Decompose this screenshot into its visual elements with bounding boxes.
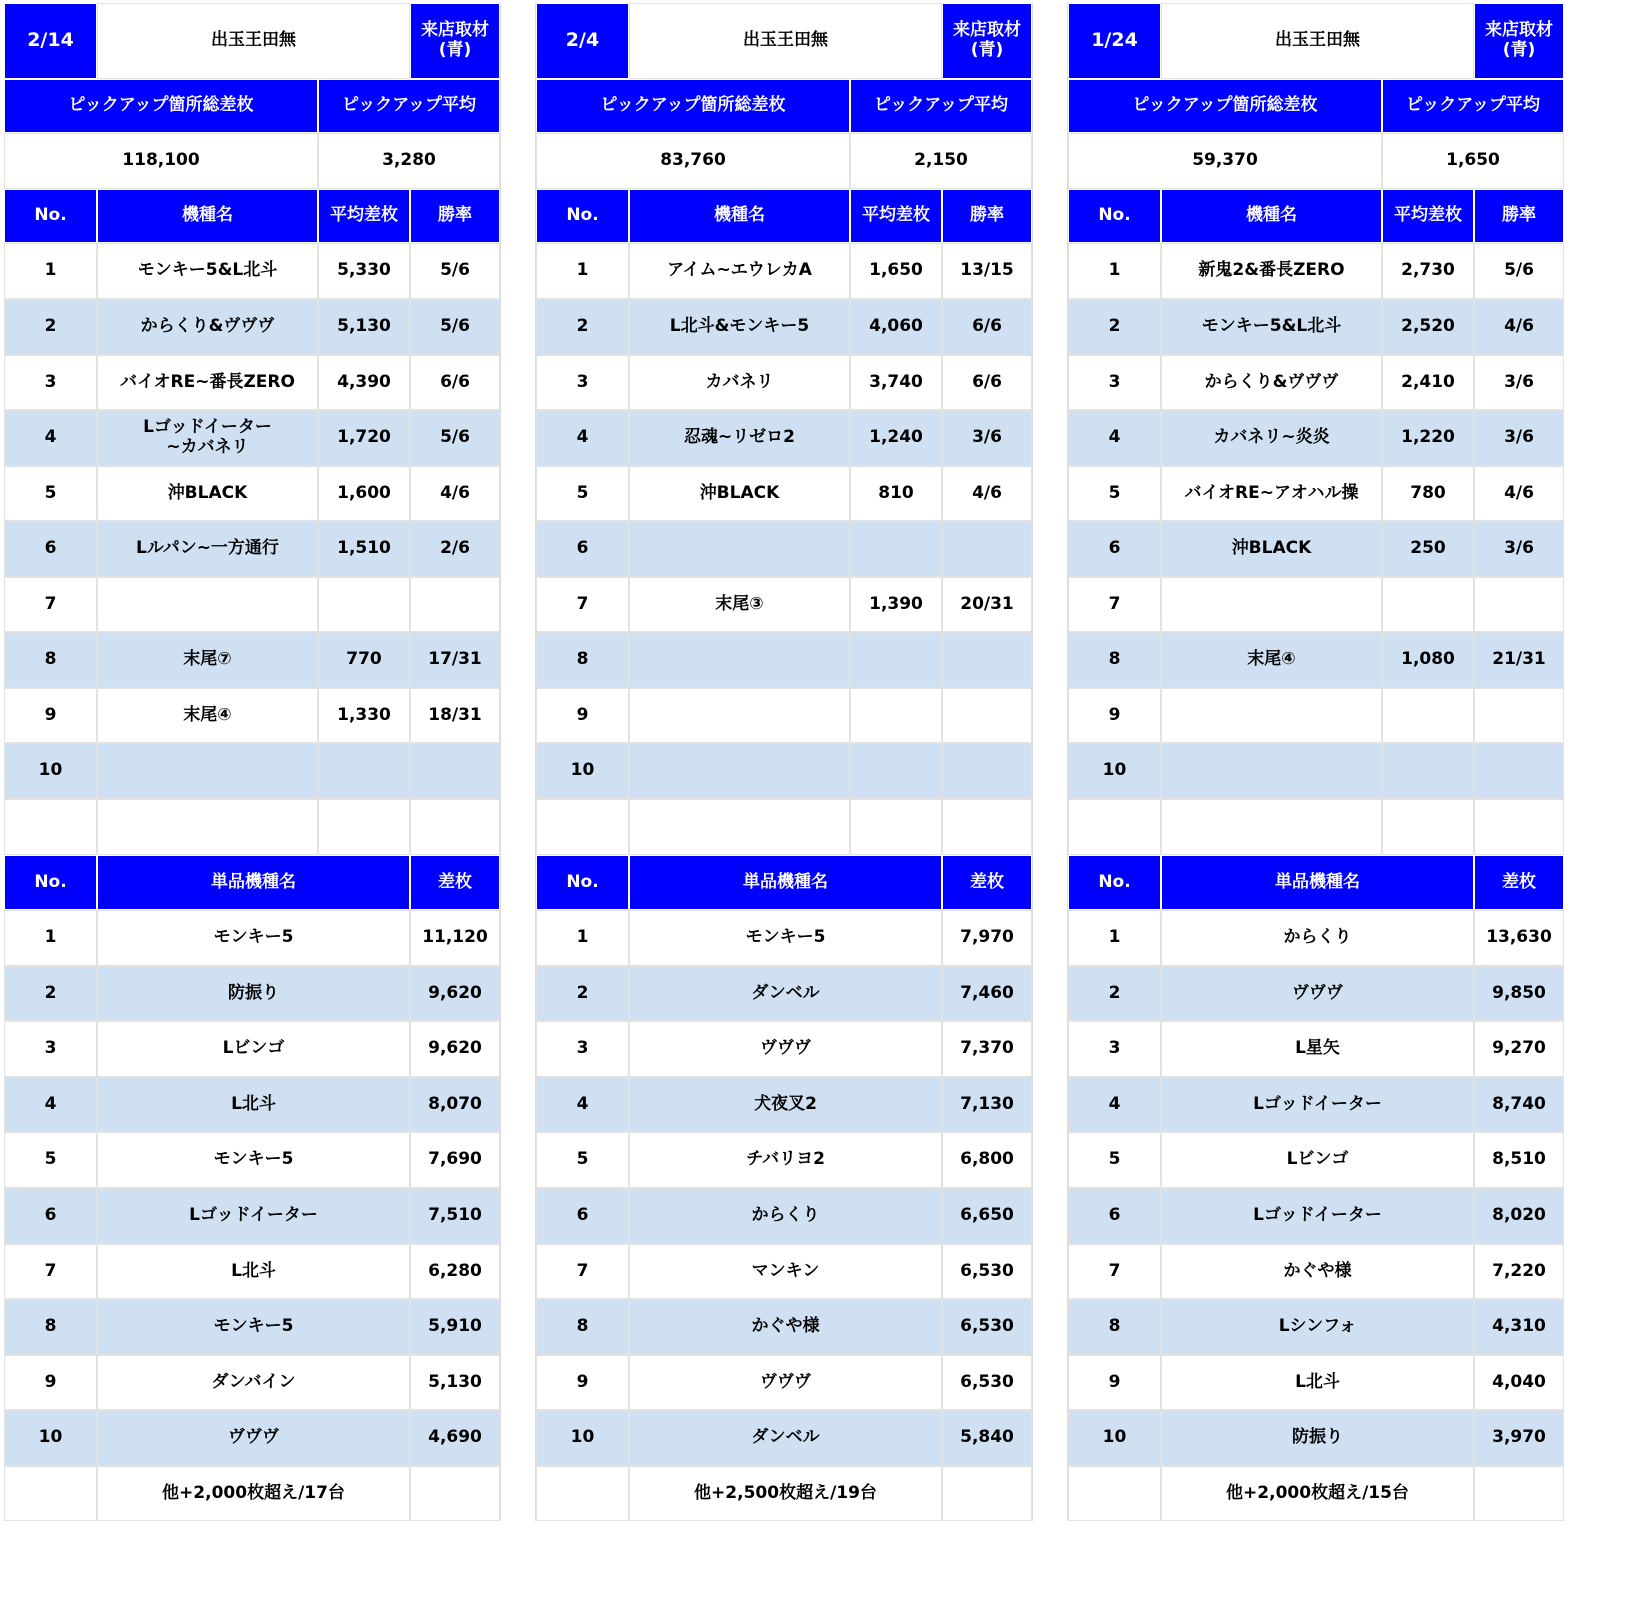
single-row-model: 犬夜叉2 xyxy=(629,1077,942,1132)
col-single-model-header: 単品機種名 xyxy=(629,855,942,910)
single-row-no: 7 xyxy=(536,1244,629,1299)
pickup-row-avg-diff xyxy=(318,577,410,632)
single-row-diff: 7,510 xyxy=(410,1188,500,1244)
pickup-total-header: ピックアップ箇所総差枚 xyxy=(1068,79,1382,133)
single-row-no: 2 xyxy=(4,966,97,1021)
single-row-no: 1 xyxy=(536,910,629,966)
pickup-row-avg-diff xyxy=(850,521,942,577)
pickup-row-win-rate: 4/6 xyxy=(942,466,1032,521)
single-row-model: ヴヴヴ xyxy=(1161,966,1474,1021)
pickup-row-win-rate xyxy=(410,743,500,799)
pickup-row-model: カバネリ xyxy=(629,355,850,410)
col-model-header: 機種名 xyxy=(97,189,318,243)
single-row-diff: 13,630 xyxy=(1474,910,1564,966)
col-win-rate-header: 勝率 xyxy=(1474,189,1564,243)
pickup-row-model: モンキー5&L北斗 xyxy=(97,243,318,299)
pickup-row-no: 8 xyxy=(4,632,97,688)
pickup-row-model: 沖BLACK xyxy=(629,466,850,521)
single-row-no: 3 xyxy=(1068,1021,1161,1077)
col-no-header: No. xyxy=(4,855,97,910)
single-row-diff: 8,020 xyxy=(1474,1188,1564,1244)
pickup-row-model: L北斗&モンキー5 xyxy=(629,299,850,355)
pickup-row-avg-diff: 1,720 xyxy=(318,410,410,466)
col-avg-diff-header: 平均差枚 xyxy=(850,189,942,243)
single-row-diff: 6,800 xyxy=(942,1132,1032,1188)
single-row-no: 6 xyxy=(4,1188,97,1244)
pickup-row-win-rate: 6/6 xyxy=(942,355,1032,410)
pickup-row-model: バイオRE~アオハル操 xyxy=(1161,466,1382,521)
pickup-row-win-rate: 17/31 xyxy=(410,632,500,688)
pickup-row-no: 2 xyxy=(536,299,629,355)
panel-separator xyxy=(500,3,536,1521)
single-row-model: ダンバイン xyxy=(97,1355,410,1410)
pickup-row-model: Lルパン~一方通行 xyxy=(97,521,318,577)
single-row-diff: 4,690 xyxy=(410,1410,500,1466)
single-row-model: マンキン xyxy=(629,1244,942,1299)
pickup-row-no: 9 xyxy=(4,688,97,743)
pickup-row-model xyxy=(97,743,318,799)
pickup-row-no: 7 xyxy=(1068,577,1161,632)
footer-empty-cell xyxy=(4,1466,97,1521)
pickup-row-avg-diff: 4,390 xyxy=(318,355,410,410)
single-row-diff: 4,040 xyxy=(1474,1355,1564,1410)
pickup-row-model xyxy=(1161,577,1382,632)
single-row-no: 8 xyxy=(1068,1299,1161,1355)
pickup-row-no: 7 xyxy=(4,577,97,632)
pickup-row-win-rate: 21/31 xyxy=(1474,632,1564,688)
pickup-row-no: 8 xyxy=(1068,632,1161,688)
single-row-model: Lビンゴ xyxy=(97,1021,410,1077)
single-row-no: 6 xyxy=(536,1188,629,1244)
single-row-model: ダンベル xyxy=(629,1410,942,1466)
pickup-row-model xyxy=(629,521,850,577)
pickup-row-win-rate: 6/6 xyxy=(942,299,1032,355)
single-row-model: L北斗 xyxy=(97,1077,410,1132)
col-avg-diff-header: 平均差枚 xyxy=(318,189,410,243)
store-name: 出玉王田無 xyxy=(1161,3,1474,79)
pickup-row-avg-diff: 1,390 xyxy=(850,577,942,632)
pickup-row-avg-diff xyxy=(1382,688,1474,743)
pickup-row-avg-diff: 770 xyxy=(318,632,410,688)
pickup-row-avg-diff: 2,730 xyxy=(1382,243,1474,299)
single-row-no: 10 xyxy=(536,1410,629,1466)
single-row-model: ヴヴヴ xyxy=(629,1355,942,1410)
pickup-row-no: 6 xyxy=(536,521,629,577)
single-row-no: 5 xyxy=(536,1132,629,1188)
single-row-model: モンキー5 xyxy=(97,1299,410,1355)
single-row-model: Lゴッドイーター xyxy=(97,1188,410,1244)
single-row-diff: 7,690 xyxy=(410,1132,500,1188)
single-row-diff: 9,850 xyxy=(1474,966,1564,1021)
single-row-model: L星矢 xyxy=(1161,1021,1474,1077)
coverage-badge: 来店取材 (青) xyxy=(1474,3,1564,79)
pickup-row-model: バイオRE~番長ZERO xyxy=(97,355,318,410)
col-diff-header: 差枚 xyxy=(410,855,500,910)
panel-separator xyxy=(1032,3,1068,1521)
single-row-diff: 8,070 xyxy=(410,1077,500,1132)
single-row-no: 10 xyxy=(1068,1410,1161,1466)
single-row-no: 1 xyxy=(1068,910,1161,966)
pickup-row-no: 9 xyxy=(536,688,629,743)
date-label: 2/4 xyxy=(536,3,629,79)
pickup-row-no: 3 xyxy=(1068,355,1161,410)
single-row-model: かぐや様 xyxy=(1161,1244,1474,1299)
single-row-diff: 6,530 xyxy=(942,1244,1032,1299)
col-diff-header: 差枚 xyxy=(1474,855,1564,910)
pickup-row-avg-diff: 5,130 xyxy=(318,299,410,355)
pickup-average-value: 3,280 xyxy=(318,133,500,189)
pickup-row-avg-diff: 5,330 xyxy=(318,243,410,299)
pickup-row-no: 4 xyxy=(4,410,97,466)
pickup-row-model: からくり&ヴヴヴ xyxy=(1161,355,1382,410)
single-row-diff: 9,270 xyxy=(1474,1021,1564,1077)
single-row-no: 4 xyxy=(536,1077,629,1132)
pickup-row-model: Lゴッドイーター ~カバネリ xyxy=(97,410,318,466)
pickup-row-avg-diff xyxy=(1382,743,1474,799)
single-row-no: 9 xyxy=(1068,1355,1161,1410)
single-row-model: 防振り xyxy=(97,966,410,1021)
pickup-row-avg-diff: 2,520 xyxy=(1382,299,1474,355)
pickup-row-win-rate xyxy=(942,632,1032,688)
pickup-row-win-rate: 3/6 xyxy=(1474,410,1564,466)
footer-note: 他+2,500枚超え/19台 xyxy=(629,1466,942,1521)
spacer-cell xyxy=(629,799,850,855)
pickup-row-win-rate: 5/6 xyxy=(410,243,500,299)
single-row-model: ヴヴヴ xyxy=(629,1021,942,1077)
single-row-diff: 3,970 xyxy=(1474,1410,1564,1466)
pickup-row-avg-diff: 4,060 xyxy=(850,299,942,355)
single-row-no: 10 xyxy=(4,1410,97,1466)
pickup-row-model: アイム~エウレカA xyxy=(629,243,850,299)
pickup-row-win-rate: 5/6 xyxy=(1474,243,1564,299)
pickup-row-win-rate: 20/31 xyxy=(942,577,1032,632)
pickup-row-win-rate: 3/6 xyxy=(942,410,1032,466)
pickup-row-no: 10 xyxy=(1068,743,1161,799)
pickup-row-model: 沖BLACK xyxy=(1161,521,1382,577)
pickup-row-avg-diff xyxy=(850,688,942,743)
pickup-row-model: からくり&ヴヴヴ xyxy=(97,299,318,355)
pickup-total-value: 59,370 xyxy=(1068,133,1382,189)
single-row-diff: 6,530 xyxy=(942,1355,1032,1410)
single-row-model: チバリヨ2 xyxy=(629,1132,942,1188)
spacer-cell xyxy=(318,799,410,855)
spacer-cell xyxy=(97,799,318,855)
pickup-row-avg-diff: 3,740 xyxy=(850,355,942,410)
pickup-row-no: 1 xyxy=(4,243,97,299)
pickup-row-avg-diff xyxy=(850,743,942,799)
footer-empty-cell xyxy=(942,1466,1032,1521)
col-single-model-header: 単品機種名 xyxy=(1161,855,1474,910)
single-row-diff: 6,530 xyxy=(942,1299,1032,1355)
single-row-model: からくり xyxy=(1161,910,1474,966)
footer-empty-cell xyxy=(1474,1466,1564,1521)
pickup-row-no: 3 xyxy=(4,355,97,410)
pickup-row-avg-diff: 2,410 xyxy=(1382,355,1474,410)
col-single-model-header: 単品機種名 xyxy=(97,855,410,910)
pickup-row-win-rate: 4/6 xyxy=(1474,299,1564,355)
spacer-cell xyxy=(942,799,1032,855)
pickup-row-no: 2 xyxy=(4,299,97,355)
pickup-row-win-rate: 3/6 xyxy=(1474,355,1564,410)
single-row-no: 2 xyxy=(536,966,629,1021)
pickup-row-avg-diff: 1,510 xyxy=(318,521,410,577)
spacer-cell xyxy=(4,799,97,855)
single-row-no: 9 xyxy=(4,1355,97,1410)
pickup-row-no: 7 xyxy=(536,577,629,632)
single-row-diff: 5,910 xyxy=(410,1299,500,1355)
pickup-row-win-rate: 3/6 xyxy=(1474,521,1564,577)
footer-empty-cell xyxy=(410,1466,500,1521)
pickup-row-model xyxy=(1161,688,1382,743)
single-row-model: Lシンフォ xyxy=(1161,1299,1474,1355)
pickup-row-model: 末尾③ xyxy=(629,577,850,632)
pickup-row-avg-diff: 810 xyxy=(850,466,942,521)
single-row-no: 9 xyxy=(536,1355,629,1410)
single-row-diff: 11,120 xyxy=(410,910,500,966)
spacer-cell xyxy=(1161,799,1382,855)
single-row-no: 8 xyxy=(4,1299,97,1355)
pickup-row-no: 2 xyxy=(1068,299,1161,355)
single-row-model: Lビンゴ xyxy=(1161,1132,1474,1188)
pickup-row-win-rate xyxy=(410,577,500,632)
pickup-row-no: 6 xyxy=(4,521,97,577)
pickup-average-header: ピックアップ平均 xyxy=(1382,79,1564,133)
pickup-row-win-rate xyxy=(942,688,1032,743)
single-row-no: 7 xyxy=(4,1244,97,1299)
single-row-model: Lゴッドイーター xyxy=(1161,1077,1474,1132)
pickup-row-model: 末尾④ xyxy=(1161,632,1382,688)
pickup-average-header: ピックアップ平均 xyxy=(850,79,1032,133)
pickup-row-model: モンキー5&L北斗 xyxy=(1161,299,1382,355)
pickup-average-value: 1,650 xyxy=(1382,133,1564,189)
single-row-no: 8 xyxy=(536,1299,629,1355)
single-row-diff: 7,220 xyxy=(1474,1244,1564,1299)
pickup-row-avg-diff: 1,650 xyxy=(850,243,942,299)
pickup-row-win-rate xyxy=(1474,688,1564,743)
single-row-diff: 9,620 xyxy=(410,966,500,1021)
pickup-total-value: 118,100 xyxy=(4,133,318,189)
single-row-model: モンキー5 xyxy=(629,910,942,966)
pickup-row-avg-diff: 1,220 xyxy=(1382,410,1474,466)
pickup-row-win-rate xyxy=(942,521,1032,577)
single-row-model: Lゴッドイーター xyxy=(1161,1188,1474,1244)
pickup-average-header: ピックアップ平均 xyxy=(318,79,500,133)
pickup-row-model xyxy=(1161,743,1382,799)
col-no-header: No. xyxy=(536,189,629,243)
pickup-row-no: 6 xyxy=(1068,521,1161,577)
footer-note: 他+2,000枚超え/15台 xyxy=(1161,1466,1474,1521)
single-row-no: 2 xyxy=(1068,966,1161,1021)
pickup-row-avg-diff xyxy=(318,743,410,799)
pickup-row-avg-diff: 1,600 xyxy=(318,466,410,521)
single-row-diff: 6,650 xyxy=(942,1188,1032,1244)
pickup-row-no: 5 xyxy=(4,466,97,521)
single-row-diff: 7,130 xyxy=(942,1077,1032,1132)
single-row-no: 3 xyxy=(4,1021,97,1077)
pickup-row-win-rate: 4/6 xyxy=(410,466,500,521)
pickup-row-model xyxy=(97,577,318,632)
single-row-model: L北斗 xyxy=(1161,1355,1474,1410)
single-row-no: 7 xyxy=(1068,1244,1161,1299)
pickup-row-model xyxy=(629,632,850,688)
single-row-diff: 8,740 xyxy=(1474,1077,1564,1132)
footer-note: 他+2,000枚超え/17台 xyxy=(97,1466,410,1521)
store-name: 出玉王田無 xyxy=(629,3,942,79)
col-diff-header: 差枚 xyxy=(942,855,1032,910)
single-row-no: 4 xyxy=(4,1077,97,1132)
single-row-no: 5 xyxy=(4,1132,97,1188)
spacer-cell xyxy=(1474,799,1564,855)
pickup-row-model xyxy=(629,743,850,799)
pickup-total-header: ピックアップ箇所総差枚 xyxy=(4,79,318,133)
pickup-row-win-rate xyxy=(942,743,1032,799)
pickup-row-model: カバネリ~炎炎 xyxy=(1161,410,1382,466)
col-win-rate-header: 勝率 xyxy=(942,189,1032,243)
pickup-row-avg-diff: 250 xyxy=(1382,521,1474,577)
date-label: 2/14 xyxy=(4,3,97,79)
footer-empty-cell xyxy=(536,1466,629,1521)
pickup-row-avg-diff: 1,080 xyxy=(1382,632,1474,688)
single-row-model: モンキー5 xyxy=(97,910,410,966)
single-row-model: モンキー5 xyxy=(97,1132,410,1188)
single-row-diff: 5,840 xyxy=(942,1410,1032,1466)
pickup-row-model: 末尾④ xyxy=(97,688,318,743)
pickup-row-model: 沖BLACK xyxy=(97,466,318,521)
coverage-badge: 来店取材 (青) xyxy=(942,3,1032,79)
single-row-no: 3 xyxy=(536,1021,629,1077)
pickup-row-win-rate: 6/6 xyxy=(410,355,500,410)
pickup-row-no: 4 xyxy=(1068,410,1161,466)
pickup-row-win-rate: 13/15 xyxy=(942,243,1032,299)
col-no-header: No. xyxy=(1068,189,1161,243)
date-label: 1/24 xyxy=(1068,3,1161,79)
pickup-row-avg-diff: 1,330 xyxy=(318,688,410,743)
single-row-no: 5 xyxy=(1068,1132,1161,1188)
single-row-diff: 5,130 xyxy=(410,1355,500,1410)
single-row-diff: 4,310 xyxy=(1474,1299,1564,1355)
spacer-cell xyxy=(850,799,942,855)
pickup-row-no: 1 xyxy=(1068,243,1161,299)
pickup-row-win-rate xyxy=(1474,743,1564,799)
single-row-diff: 6,280 xyxy=(410,1244,500,1299)
pickup-row-no: 10 xyxy=(536,743,629,799)
single-row-model: ヴヴヴ xyxy=(97,1410,410,1466)
pickup-row-avg-diff: 1,240 xyxy=(850,410,942,466)
pickup-row-avg-diff xyxy=(1382,577,1474,632)
single-row-diff: 7,970 xyxy=(942,910,1032,966)
pickup-total-value: 83,760 xyxy=(536,133,850,189)
col-no-header: No. xyxy=(536,855,629,910)
col-model-header: 機種名 xyxy=(629,189,850,243)
single-row-diff: 7,460 xyxy=(942,966,1032,1021)
pickup-row-no: 4 xyxy=(536,410,629,466)
pickup-row-win-rate: 4/6 xyxy=(1474,466,1564,521)
pickup-row-win-rate: 2/6 xyxy=(410,521,500,577)
single-row-model: からくり xyxy=(629,1188,942,1244)
spacer-cell xyxy=(1068,799,1161,855)
pickup-row-no: 1 xyxy=(536,243,629,299)
pickup-row-no: 8 xyxy=(536,632,629,688)
pickup-row-win-rate: 5/6 xyxy=(410,299,500,355)
pickup-row-avg-diff: 780 xyxy=(1382,466,1474,521)
single-row-model: 防振り xyxy=(1161,1410,1474,1466)
store-name: 出玉王田無 xyxy=(97,3,410,79)
pickup-row-no: 10 xyxy=(4,743,97,799)
single-row-diff: 9,620 xyxy=(410,1021,500,1077)
pickup-row-no: 5 xyxy=(1068,466,1161,521)
col-model-header: 機種名 xyxy=(1161,189,1382,243)
pickup-total-header: ピックアップ箇所総差枚 xyxy=(536,79,850,133)
col-no-header: No. xyxy=(4,189,97,243)
pickup-row-no: 5 xyxy=(536,466,629,521)
pickup-row-model: 末尾⑦ xyxy=(97,632,318,688)
pickup-average-value: 2,150 xyxy=(850,133,1032,189)
single-row-model: ダンベル xyxy=(629,966,942,1021)
pickup-row-no: 9 xyxy=(1068,688,1161,743)
col-no-header: No. xyxy=(1068,855,1161,910)
spacer-cell xyxy=(1382,799,1474,855)
col-avg-diff-header: 平均差枚 xyxy=(1382,189,1474,243)
single-row-no: 1 xyxy=(4,910,97,966)
pickup-row-win-rate xyxy=(1474,577,1564,632)
single-row-diff: 8,510 xyxy=(1474,1132,1564,1188)
single-row-diff: 7,370 xyxy=(942,1021,1032,1077)
single-row-model: かぐや様 xyxy=(629,1299,942,1355)
pickup-row-avg-diff xyxy=(850,632,942,688)
col-win-rate-header: 勝率 xyxy=(410,189,500,243)
single-row-no: 4 xyxy=(1068,1077,1161,1132)
single-row-no: 6 xyxy=(1068,1188,1161,1244)
coverage-badge: 来店取材 (青) xyxy=(410,3,500,79)
spacer-cell xyxy=(410,799,500,855)
pickup-row-win-rate: 5/6 xyxy=(410,410,500,466)
single-row-model: L北斗 xyxy=(97,1244,410,1299)
pickup-row-model: 新鬼2&番長ZERO xyxy=(1161,243,1382,299)
pickup-row-no: 3 xyxy=(536,355,629,410)
pickup-row-model xyxy=(629,688,850,743)
pickup-row-model: 忍魂~リゼロ2 xyxy=(629,410,850,466)
pickup-row-win-rate: 18/31 xyxy=(410,688,500,743)
footer-empty-cell xyxy=(1068,1466,1161,1521)
spacer-cell xyxy=(536,799,629,855)
